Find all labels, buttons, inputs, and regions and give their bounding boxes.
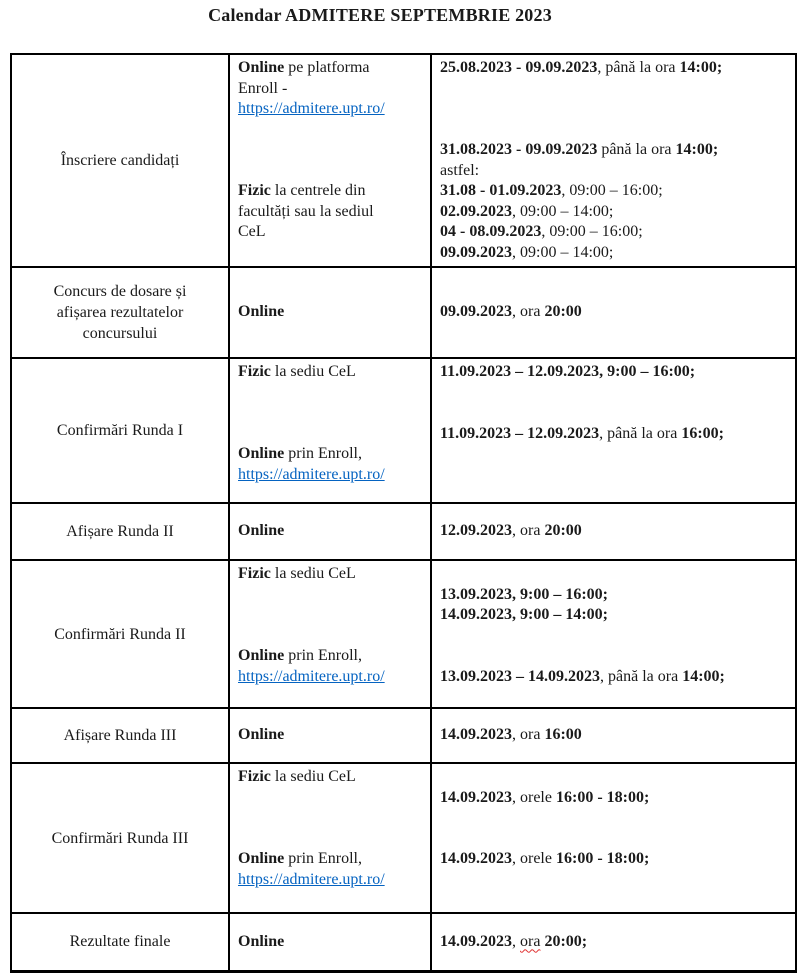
text-segment: 14:00;	[675, 141, 719, 158]
mode-cell	[229, 763, 431, 913]
text-segment: CeL	[238, 223, 266, 240]
admitere-upt-link[interactable]: https://admitere.upt.ro/	[238, 465, 385, 483]
text-line	[20, 150, 220, 171]
text-segment: , până la ora	[597, 59, 680, 76]
table-row	[11, 54, 796, 267]
text-line	[20, 281, 220, 302]
table-row	[11, 503, 796, 560]
activity-cell	[11, 708, 229, 763]
text-line	[440, 605, 787, 626]
mode-cell	[229, 267, 431, 358]
text-segment: facultăți sau la sediul	[238, 202, 374, 220]
page-title: Calendar ADMITERE SEPTEMBRIE 2023	[208, 5, 552, 25]
activity-cell	[11, 267, 229, 358]
text-segment: Online	[238, 59, 285, 76]
empty-line	[440, 120, 787, 141]
text-segment: 12.09.2023	[440, 522, 512, 540]
text-segment: , ora	[512, 726, 545, 744]
table-row	[11, 763, 796, 913]
text-segment: Online	[238, 647, 285, 664]
text-segment: 13.09.2023 – 14.09.2023	[440, 667, 600, 685]
schedule-cell	[431, 763, 796, 913]
empty-line	[238, 383, 422, 404]
text-line	[238, 79, 422, 100]
activity-cell	[11, 503, 229, 560]
text-segment: Online	[238, 303, 285, 321]
text-segment: , ora	[512, 303, 545, 321]
text-segment: 14:00;	[682, 667, 725, 685]
text-line	[20, 302, 220, 323]
text-line	[440, 849, 787, 870]
text-segment: 16:00 - 18:00;	[555, 850, 650, 867]
text-segment: 14.09.2023	[440, 850, 512, 867]
empty-line	[238, 626, 422, 647]
text-segment: Online	[238, 445, 285, 462]
text-segment: Afișare Runda II	[66, 523, 174, 540]
empty-line	[238, 585, 422, 606]
text-line	[20, 323, 220, 344]
text-segment: 04 - 08.09.2023	[440, 223, 542, 240]
empty-line	[440, 99, 787, 120]
table-row	[11, 708, 796, 763]
text-segment: Online	[238, 726, 285, 744]
schedule-cell	[431, 267, 796, 358]
text-line	[238, 870, 422, 891]
empty-line	[238, 808, 422, 829]
text-segment: prin Enroll,	[284, 647, 362, 664]
text-segment: 25.08.2023 - 09.09.2023	[440, 59, 598, 76]
text-line	[238, 202, 422, 223]
text-line	[440, 140, 787, 161]
table-row	[11, 267, 796, 358]
text-segment: , ora	[512, 522, 545, 540]
schedule-cell	[431, 54, 796, 267]
text-segment: la centrele din	[270, 182, 366, 199]
text-segment: 31.08 - 01.09.2023	[440, 182, 562, 199]
schedule-cell	[431, 358, 796, 503]
text-line	[238, 222, 422, 243]
text-segment: Fizic	[238, 182, 271, 199]
text-line	[238, 564, 422, 585]
empty-line	[238, 605, 422, 626]
text-line	[440, 424, 787, 445]
text-line	[440, 302, 787, 323]
text-segment: 11.09.2023 – 12.09.2023	[440, 424, 600, 442]
text-line	[238, 181, 422, 202]
empty-line	[440, 829, 787, 850]
text-line	[238, 932, 422, 953]
text-line	[440, 58, 787, 79]
text-line	[238, 302, 422, 323]
text-segment: 14:00;	[679, 59, 723, 76]
text-segment: 11.09.2023 – 12.09.2023, 9:00 – 16:00;	[440, 363, 696, 380]
text-segment: , până la ora	[599, 424, 682, 442]
text-segment: până la ora	[597, 141, 676, 158]
text-line	[238, 767, 422, 788]
text-segment: Confirmări Runda II	[54, 625, 186, 643]
empty-line	[440, 646, 787, 667]
empty-line	[238, 829, 422, 850]
text-line	[440, 362, 787, 383]
text-line	[20, 931, 220, 952]
text-segment: 20:00	[544, 303, 582, 321]
text-segment: , 09:00 – 16:00;	[561, 182, 663, 199]
text-segment: , 09:00 – 16:00;	[541, 223, 643, 240]
text-segment: 20:00	[544, 522, 582, 540]
text-segment: , 09:00 – 14:00;	[512, 243, 614, 261]
text-line	[238, 646, 422, 667]
text-segment: Înscriere candidați	[60, 152, 180, 169]
text-line	[20, 420, 220, 441]
table-row	[11, 358, 796, 503]
activity-cell	[11, 560, 229, 708]
text-segment: Fizic	[238, 768, 271, 785]
text-segment: Fizic	[238, 565, 271, 582]
text-line	[238, 362, 422, 383]
admitere-upt-link[interactable]: https://admitere.upt.ro/	[238, 667, 385, 685]
text-segment: 20:00;	[544, 932, 588, 950]
text-segment: , orele	[512, 850, 556, 867]
calendar-table-body	[11, 54, 796, 971]
text-segment: , până la ora	[600, 667, 683, 685]
text-line	[440, 161, 787, 182]
text-segment: Fizic	[238, 363, 271, 380]
text-line	[440, 202, 787, 223]
text-segment: 02.09.2023	[440, 202, 512, 220]
admitere-upt-link[interactable]: https://admitere.upt.ro/	[238, 100, 385, 117]
text-segment: 31.08.2023 - 09.09.2023	[440, 141, 598, 158]
text-segment: ,	[512, 932, 520, 950]
text-line	[440, 932, 787, 953]
text-segment: concursului	[82, 325, 158, 342]
text-line	[440, 667, 787, 688]
text-segment: prin Enroll,	[284, 850, 362, 867]
empty-line	[238, 140, 422, 161]
text-segment: prin Enroll,	[284, 445, 362, 462]
text-segment: ora	[520, 932, 541, 950]
text-segment: 09.09.2023	[440, 243, 512, 261]
text-line	[238, 444, 422, 465]
table-row	[11, 560, 796, 708]
mode-cell	[229, 913, 431, 971]
text-segment: 14.09.2023	[440, 932, 512, 950]
text-segment: , 09:00 – 14:00;	[512, 202, 614, 220]
text-line	[440, 585, 787, 606]
mode-cell	[229, 708, 431, 763]
text-line	[238, 521, 422, 542]
activity-cell	[11, 913, 229, 971]
schedule-cell	[431, 913, 796, 971]
text-segment: pe platforma	[284, 59, 370, 76]
mode-cell	[229, 503, 431, 560]
calendar-table	[10, 53, 797, 973]
text-segment: 16:00	[544, 726, 582, 744]
text-segment: Rezultate finale	[69, 933, 171, 951]
text-line	[20, 624, 220, 645]
activity-cell	[11, 54, 229, 267]
empty-line	[440, 383, 787, 404]
text-line	[20, 725, 220, 746]
empty-line	[238, 424, 422, 445]
text-segment: la sediu CeL	[270, 768, 356, 785]
schedule-cell	[431, 560, 796, 708]
admitere-upt-link[interactable]: https://admitere.upt.ro/	[238, 870, 385, 888]
empty-line	[238, 161, 422, 182]
text-segment: 14.09.2023	[440, 726, 512, 744]
text-line	[440, 222, 787, 243]
text-line	[238, 58, 422, 79]
empty-line	[440, 626, 787, 647]
empty-line	[440, 564, 787, 585]
text-segment: Afișare Runda III	[63, 727, 177, 744]
text-line	[20, 828, 220, 849]
text-line	[238, 99, 422, 120]
schedule-cell	[431, 503, 796, 560]
empty-line	[440, 403, 787, 424]
text-line	[238, 667, 422, 688]
text-line	[440, 521, 787, 542]
text-line	[440, 181, 787, 202]
empty-line	[440, 79, 787, 100]
text-line	[440, 788, 787, 809]
text-segment: afișarea rezultatelor	[56, 304, 184, 321]
text-segment: 09.09.2023	[440, 303, 512, 321]
activity-cell	[11, 358, 229, 503]
text-segment: 16:00 - 18:00;	[555, 788, 650, 806]
schedule-cell	[431, 708, 796, 763]
mode-cell	[229, 358, 431, 503]
text-segment: Confirmări Runda I	[56, 422, 184, 439]
empty-line	[440, 808, 787, 829]
text-segment: Online	[238, 932, 285, 950]
text-segment: la sediu CeL	[270, 565, 356, 582]
text-line	[440, 725, 787, 746]
text-segment: Online	[238, 850, 285, 867]
text-segment: 16:00;	[681, 424, 724, 442]
empty-line	[440, 767, 787, 788]
text-segment: 13.09.2023, 9:00 – 16:00;	[440, 585, 608, 603]
text-segment: Concurs de dosare și	[53, 283, 187, 300]
text-line	[238, 465, 422, 486]
text-segment: la sediu CeL	[270, 363, 356, 380]
empty-line	[238, 403, 422, 424]
text-line	[238, 849, 422, 870]
text-line	[440, 243, 787, 264]
table-row	[11, 913, 796, 971]
text-segment: Enroll -	[238, 79, 288, 97]
mode-cell	[229, 54, 431, 267]
text-line	[20, 521, 220, 542]
activity-cell	[11, 763, 229, 913]
text-segment: Confirmări Runda III	[51, 829, 189, 847]
text-line	[238, 725, 422, 746]
text-segment: 14.09.2023	[440, 788, 512, 806]
text-segment: , orele	[512, 788, 556, 806]
text-segment: astfel:	[440, 161, 480, 179]
empty-line	[238, 120, 422, 141]
text-segment: Online	[238, 522, 285, 540]
text-segment: 14.09.2023, 9:00 – 14:00;	[440, 606, 608, 623]
empty-line	[238, 788, 422, 809]
mode-cell	[229, 560, 431, 708]
